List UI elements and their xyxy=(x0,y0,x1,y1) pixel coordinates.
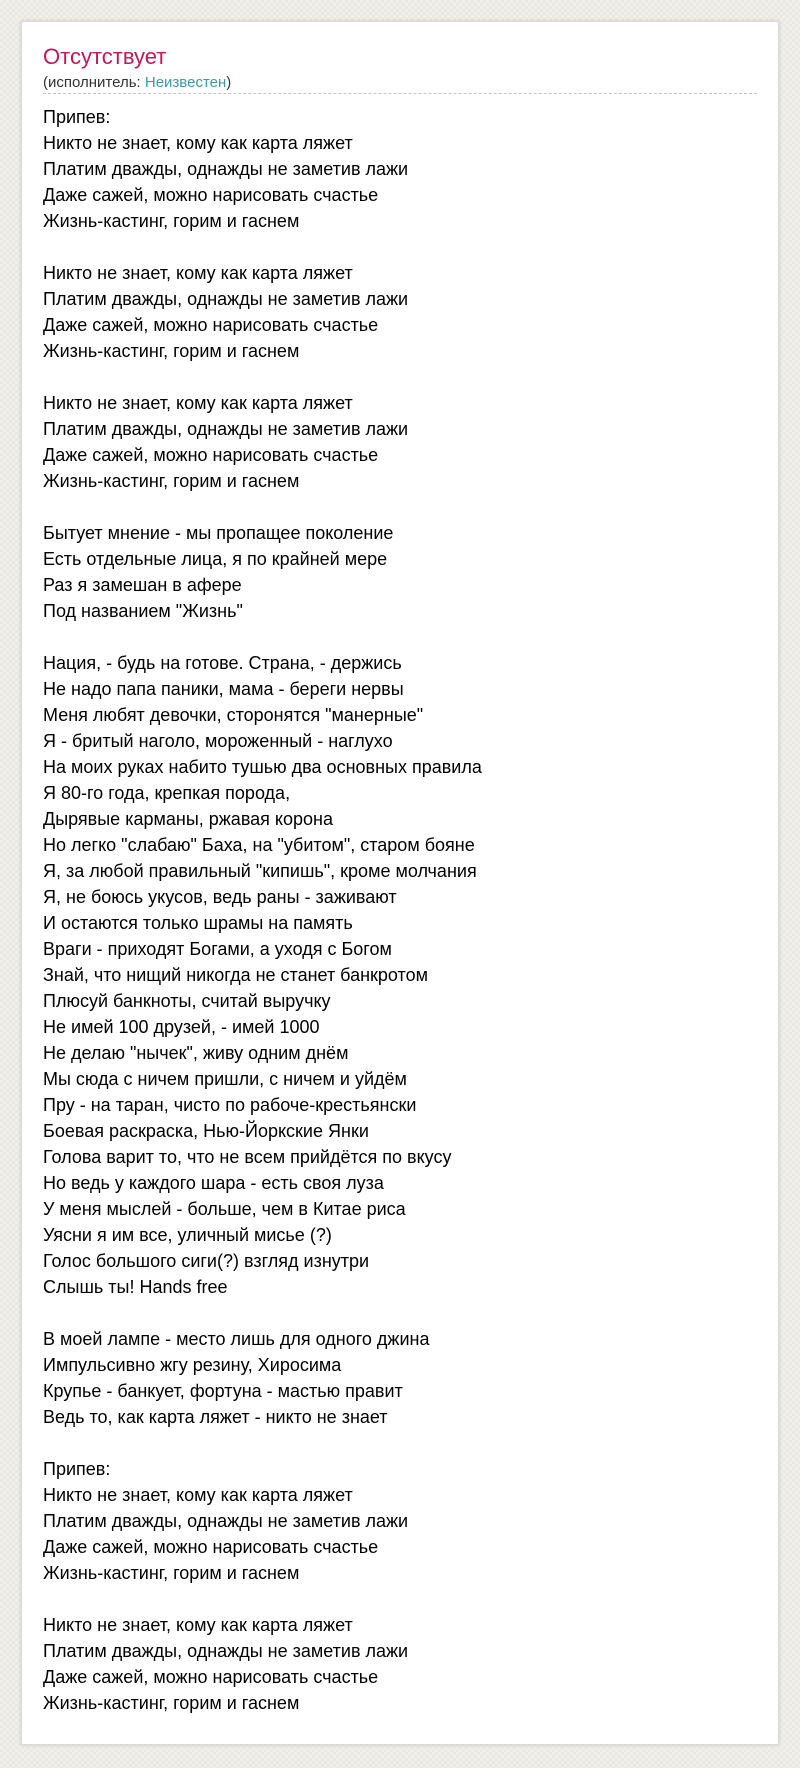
artist-line xyxy=(43,74,231,91)
stanza-gap xyxy=(43,1586,757,1612)
lyric-line: Платим дважды, однажды не заметив лажи xyxy=(43,289,409,309)
lyric-line: У меня мыслей - больше, чем в Китае риса xyxy=(43,1199,406,1219)
lyric-line: Меня любят девочки, сторонятся "манерные" xyxy=(43,705,424,725)
lyric-line: Никто не знает, кому как карта ляжет xyxy=(43,133,353,153)
lyric-line: Даже сажей, можно нарисовать счастье xyxy=(43,445,379,465)
lyric-line: И остаются только шрамы на память xyxy=(43,913,353,933)
lyric-line: Даже сажей, можно нарисовать счастье xyxy=(43,315,379,335)
stanza-gap xyxy=(43,624,757,650)
lyric-line: Припев: xyxy=(43,107,111,127)
artist-link[interactable]: Неизвестен xyxy=(144,74,227,91)
lyric-line: Платим дважды, однажды не заметив лажи xyxy=(43,159,409,179)
lyric-line: Раз я замешан в афере xyxy=(43,575,242,595)
lyric-line: Жизнь-кастинг, горим и гаснем xyxy=(43,211,300,231)
lyric-line: Не делаю "нычек", живу одним днём xyxy=(43,1043,349,1063)
lyric-line: Припев: xyxy=(43,1459,111,1479)
lyric-line: Но ведь у каждого шара - есть своя луза xyxy=(43,1173,384,1193)
title-divider xyxy=(43,93,757,94)
lyric-line: Жизнь-кастинг, горим и гаснем xyxy=(43,471,300,491)
artist-suffix: ) xyxy=(226,74,232,91)
artist-prefix: (исполнитель: xyxy=(43,74,145,91)
lyric-line: Я 80-го года, крепкая порода, xyxy=(43,783,291,803)
song-title: Отсутствует xyxy=(43,44,167,69)
lyrics-card xyxy=(21,21,779,1745)
lyric-line: Никто не знает, кому как карта ляжет xyxy=(43,1615,353,1635)
lyric-line: Жизнь-кастинг, горим и гаснем xyxy=(43,1563,300,1583)
lyric-line: Дырявые карманы, ржавая корона xyxy=(43,809,333,829)
lyric-line: Враги - приходят Богами, а уходя с Богом xyxy=(43,939,392,959)
lyric-line: Мы сюда с ничем пришли, с ничем и уйдём xyxy=(43,1069,407,1089)
lyric-line: Я, не боюсь укусов, ведь раны - заживают xyxy=(43,887,397,907)
lyric-line: Платим дважды, однажды не заметив лажи xyxy=(43,1641,409,1661)
lyric-line: Голос большого сиги(?) взгляд изнутри xyxy=(43,1251,370,1271)
lyric-line: Никто не знает, кому как карта ляжет xyxy=(43,1485,353,1505)
lyric-line: Платим дважды, однажды не заметив лажи xyxy=(43,419,409,439)
lyric-line: На моих руках набито тушью два основных правила xyxy=(43,757,482,777)
lyric-line: Под названием "Жизнь" xyxy=(43,601,243,621)
lyric-line: Слышь ты! Hands free xyxy=(43,1277,228,1297)
lyric-line: Знай, что нищий никогда не станет банкротом xyxy=(43,965,428,985)
lyric-line: Никто не знает, кому как карта ляжет xyxy=(43,263,353,283)
lyric-line: Голова варит то, что не всем прийдётся по вкусу xyxy=(43,1147,452,1167)
lyric-line: Боевая раскраска, Нью-Йоркские Янки xyxy=(43,1121,369,1141)
lyric-line: Я - бритый наголо, мороженный - наглухо xyxy=(43,731,393,751)
lyric-line: В моей лампе - место лишь для одного джина xyxy=(43,1329,430,1349)
stanza-gap xyxy=(43,364,757,390)
lyric-line: Бытует мнение - мы пропащее поколение xyxy=(43,523,394,543)
lyric-line: Есть отдельные лица, я по крайней мере xyxy=(43,549,388,569)
lyric-line: Никто не знает, кому как карта ляжет xyxy=(43,393,353,413)
lyric-line: Даже сажей, можно нарисовать счастье xyxy=(43,1667,379,1687)
stanza-gap xyxy=(43,1430,757,1456)
lyric-line: Не имей 100 друзей, - имей 1000 xyxy=(43,1017,320,1037)
stanza-gap xyxy=(43,494,757,520)
lyrics-text xyxy=(43,104,757,1716)
lyric-line: Импульсивно жгу резину, Хиросима xyxy=(43,1355,342,1375)
stanza-gap xyxy=(43,1300,757,1326)
lyric-line: Крупье - банкует, фортуна - мастью правит xyxy=(43,1381,403,1401)
lyric-line: Ведь то, как карта ляжет - никто не знает xyxy=(43,1407,388,1427)
lyric-line: Жизнь-кастинг, горим и гаснем xyxy=(43,341,300,361)
lyric-line: Нация, - будь на готове. Страна, - держись xyxy=(43,653,402,673)
stanza-gap xyxy=(43,234,757,260)
lyric-line: Плюсуй банкноты, считай выручку xyxy=(43,991,331,1011)
lyric-line: Но легко "слабаю" Баха, на "убитом", старом бояне xyxy=(43,835,475,855)
lyric-line: Не надо папа паники, мама - береги нервы xyxy=(43,679,404,699)
lyric-line: Пру - на таран, чисто по рабоче-крестьянски xyxy=(43,1095,417,1115)
lyric-line: Платим дважды, однажды не заметив лажи xyxy=(43,1511,409,1531)
lyric-line: Я, за любой правильный "кипишь", кроме молчания xyxy=(43,861,477,881)
lyric-line: Жизнь-кастинг, горим и гаснем xyxy=(43,1693,300,1713)
lyric-line: Даже сажей, можно нарисовать счастье xyxy=(43,185,379,205)
lyric-line: Уясни я им все, уличный мисье (?) xyxy=(43,1225,332,1245)
lyric-line: Даже сажей, можно нарисовать счастье xyxy=(43,1537,379,1557)
